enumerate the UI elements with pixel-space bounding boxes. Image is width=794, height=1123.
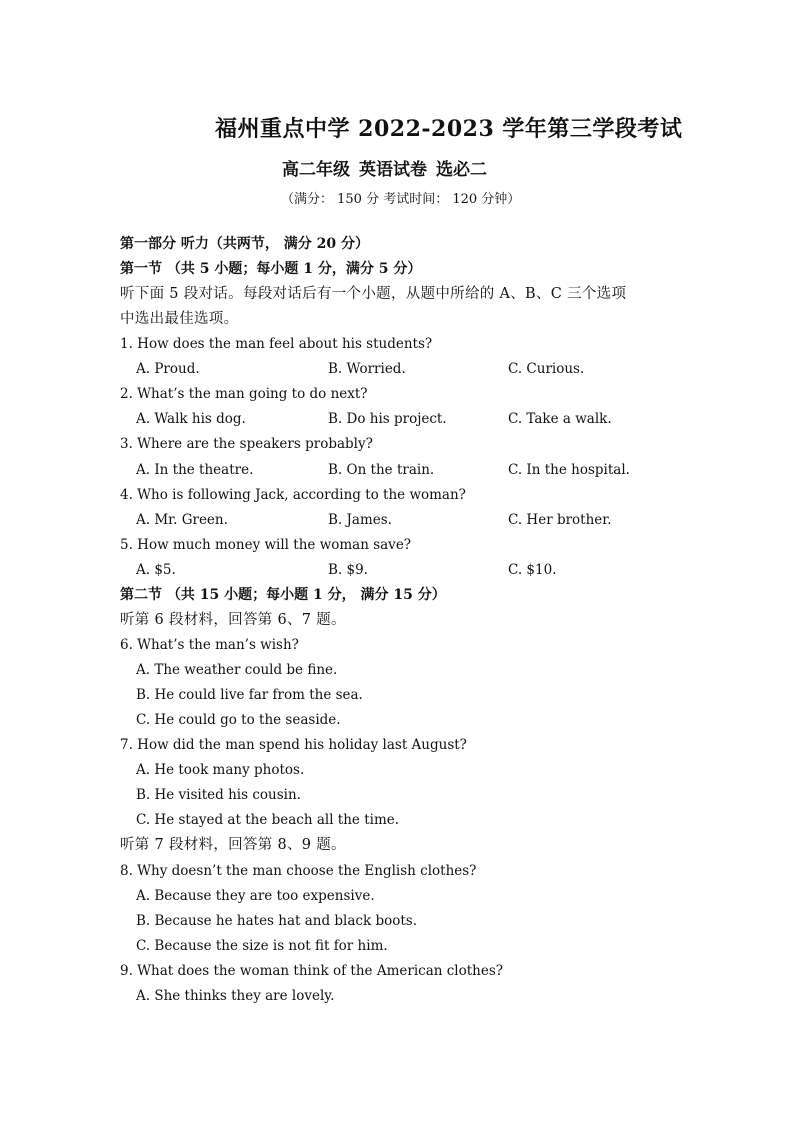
- question-4-stem: 4. Who is following Jack, according to the woman?: [120, 487, 466, 503]
- question-5-option-a: A. $5.: [136, 562, 176, 578]
- paper-label: 英语试卷: [359, 160, 427, 180]
- question-4-option-b: B. James.: [328, 512, 392, 528]
- material-7-instruction: 听第 7 段材料，回答第 8、9 题。: [120, 837, 346, 853]
- exam-subtitle: [282, 155, 487, 180]
- question-8-stem: 8. Why doesn’t the man choose the English clothes?: [120, 863, 477, 879]
- question-5-stem: 5. How much money will the woman save?: [120, 537, 412, 553]
- exam-info: （满分： 150 分 考试时间： 120 分钟）: [281, 192, 521, 207]
- question-4-option-c: C. Her brother.: [508, 512, 612, 528]
- question-8-option-a: A. Because they are too expensive.: [136, 888, 375, 904]
- material-6-instruction: 听第 6 段材料，回答第 6、7 题。: [120, 612, 346, 628]
- part1-heading: 第一部分 听力（共两节， 满分 20 分）: [120, 236, 369, 252]
- question-6-option-a: A. The weather could be fine.: [136, 662, 338, 678]
- question-5-option-c: C. $10.: [508, 562, 557, 578]
- question-9-option-a: A. She thinks they are lovely.: [136, 988, 335, 1004]
- section1-heading: 第一节 （共 5 小题；每小题 1 分，满分 5 分）: [120, 261, 422, 277]
- question-7-option-a: A. He took many photos.: [136, 762, 305, 778]
- question-2-option-c: C. Take a walk.: [508, 411, 612, 427]
- section2-heading: 第二节 （共 15 小题；每小题 1 分， 满分 15 分）: [120, 587, 446, 603]
- question-2-option-a: A. Walk his dog.: [136, 411, 246, 427]
- question-1-stem: 1. How does the man feel about his students?: [120, 336, 433, 352]
- section1-instructions-line1: 听下面 5 段对话。每段对话后有一个小题，从题中所给的 A、B、C 三个选项: [120, 286, 627, 302]
- question-7-option-b: B. He visited his cousin.: [136, 787, 301, 803]
- question-7-option-c: C. He stayed at the beach all the time.: [136, 812, 400, 828]
- question-7-stem: 7. How did the man spend his holiday last August?: [120, 737, 467, 753]
- question-2-stem: 2. What’s the man going to do next?: [120, 386, 368, 402]
- question-8-option-c: C. Because the size is not fit for him.: [136, 938, 388, 954]
- question-2-option-b: B. Do his project.: [328, 411, 447, 427]
- question-6-option-c: C. He could go to the seaside.: [136, 712, 341, 728]
- question-3-option-a: A. In the theatre.: [136, 462, 254, 478]
- question-1-option-b: B. Worried.: [328, 361, 406, 377]
- question-6-option-b: B. He could live far from the sea.: [136, 687, 363, 703]
- grade-label: 高二年级: [282, 160, 350, 180]
- book-label: 选必二: [436, 160, 487, 180]
- question-6-stem: 6. What’s the man’s wish?: [120, 637, 299, 653]
- question-5-option-b: B. $9.: [328, 562, 368, 578]
- section1-instructions-line2: 中选出最佳选项。: [120, 311, 239, 327]
- question-3-stem: 3. Where are the speakers probably?: [120, 436, 373, 452]
- question-3-option-c: C. In the hospital.: [508, 462, 630, 478]
- question-1-option-c: C. Curious.: [508, 361, 585, 377]
- question-4-option-a: A. Mr. Green.: [136, 512, 228, 528]
- question-9-stem: 9. What does the woman think of the American clothes?: [120, 963, 504, 979]
- question-1-option-a: A. Proud.: [136, 361, 200, 377]
- exam-title: 福州重点中学 2022-2023 学年第三学段考试: [215, 116, 683, 142]
- question-8-option-b: B. Because he hates hat and black boots.: [136, 913, 417, 929]
- question-3-option-b: B. On the train.: [328, 462, 435, 478]
